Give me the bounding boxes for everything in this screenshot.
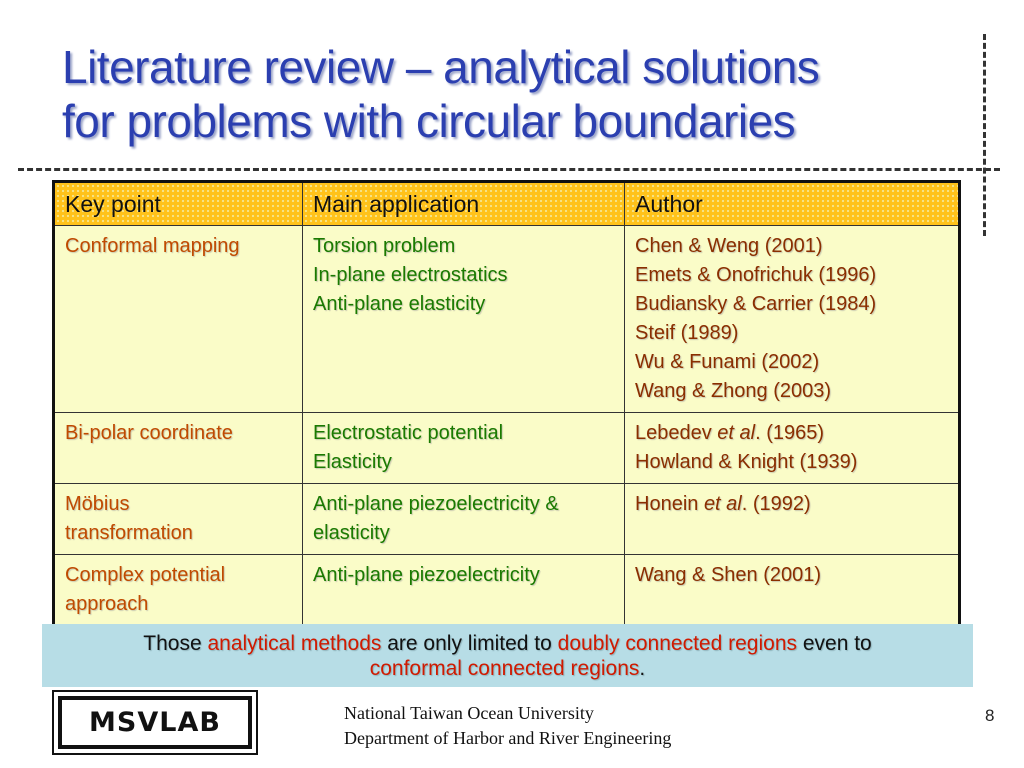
cell-text: Chen & Weng (2001)	[635, 235, 823, 257]
cell-text: Wang & Shen (2001)	[635, 564, 822, 586]
cell-key-point	[54, 555, 303, 627]
author-et-al: et al	[703, 493, 742, 515]
dashed-divider-vertical	[983, 34, 986, 236]
cell-application	[303, 484, 625, 555]
cell-application	[303, 555, 625, 627]
cell-text: Conformal mapping	[65, 235, 240, 257]
header-main-application: Main application	[303, 182, 625, 226]
table-row	[54, 226, 960, 413]
msvlab-logo	[52, 690, 258, 755]
cell-author	[625, 413, 960, 484]
cell-text: approach	[65, 593, 149, 615]
banner-text: even to	[797, 632, 872, 655]
author-year: . (1965)	[755, 422, 825, 444]
cell-text: Wu & Funami (2002)	[635, 351, 820, 373]
cell-key-point	[54, 413, 303, 484]
footer-university: National Taiwan Ocean University	[344, 703, 594, 723]
slide-title-line-2: for problems with circular boundaries	[62, 95, 796, 147]
cell-author	[625, 484, 960, 555]
cell-text: transformation	[65, 522, 193, 544]
cell-text: Torsion problem	[313, 235, 456, 257]
conclusion-banner	[42, 624, 973, 687]
author-name: Honein	[635, 493, 704, 515]
cell-text: Anti-plane piezoelectricity	[313, 564, 540, 586]
table-row	[54, 484, 960, 555]
page-number: 8	[985, 706, 995, 725]
author-year: . (1992)	[741, 493, 811, 515]
dashed-divider-horizontal	[18, 168, 1000, 171]
cell-text: Complex potential	[65, 564, 226, 586]
footer-department: Department of Harbor and River Engineering	[344, 728, 672, 748]
table-row	[54, 555, 960, 627]
cell-text: Möbius	[65, 493, 130, 515]
cell-text: Elasticity	[313, 451, 392, 473]
cell-author	[625, 555, 960, 627]
cell-text	[635, 419, 948, 448]
cell-text: Wang & Zhong (2003)	[635, 380, 832, 402]
cell-application	[303, 413, 625, 484]
banner-text: Those	[143, 632, 208, 655]
cell-text: Budiansky & Carrier (1984)	[635, 293, 877, 315]
header-author: Author	[625, 182, 960, 226]
cell-text: Bi-polar coordinate	[65, 422, 233, 444]
banner-text: .	[639, 657, 646, 680]
cell-text: elasticity	[313, 522, 390, 544]
cell-text: In-plane electrostatics	[313, 264, 508, 286]
logo-text: MSVLAB	[58, 696, 252, 749]
cell-text: Anti-plane elasticity	[313, 293, 486, 315]
slide-title-line-1: Literature review – analytical solutions	[62, 41, 820, 93]
cell-text: Emets & Onofrichuk (1996)	[635, 264, 877, 286]
cell-author	[625, 226, 960, 413]
banner-text: are only limited to	[381, 632, 558, 655]
banner-highlight: conformal connected regions	[369, 657, 640, 680]
header-key-point: Key point	[54, 182, 303, 226]
banner-highlight: doubly connected regions	[557, 632, 797, 655]
cell-key-point	[54, 226, 303, 413]
cell-text: Howland & Knight (1939)	[635, 451, 858, 473]
cell-application	[303, 226, 625, 413]
footer-affiliation	[344, 701, 671, 751]
cell-text	[635, 490, 948, 519]
author-name: Lebedev	[635, 422, 718, 444]
table-header-row	[54, 182, 960, 226]
slide-title	[62, 40, 962, 148]
banner-highlight: analytical methods	[207, 632, 382, 655]
author-et-al: et al	[717, 422, 756, 444]
cell-text: Steif (1989)	[635, 322, 739, 344]
cell-text: Anti-plane piezoelectricity &	[313, 493, 559, 515]
table-row	[54, 413, 960, 484]
cell-text: Electrostatic potential	[313, 422, 504, 444]
cell-key-point	[54, 484, 303, 555]
literature-table	[52, 180, 961, 628]
